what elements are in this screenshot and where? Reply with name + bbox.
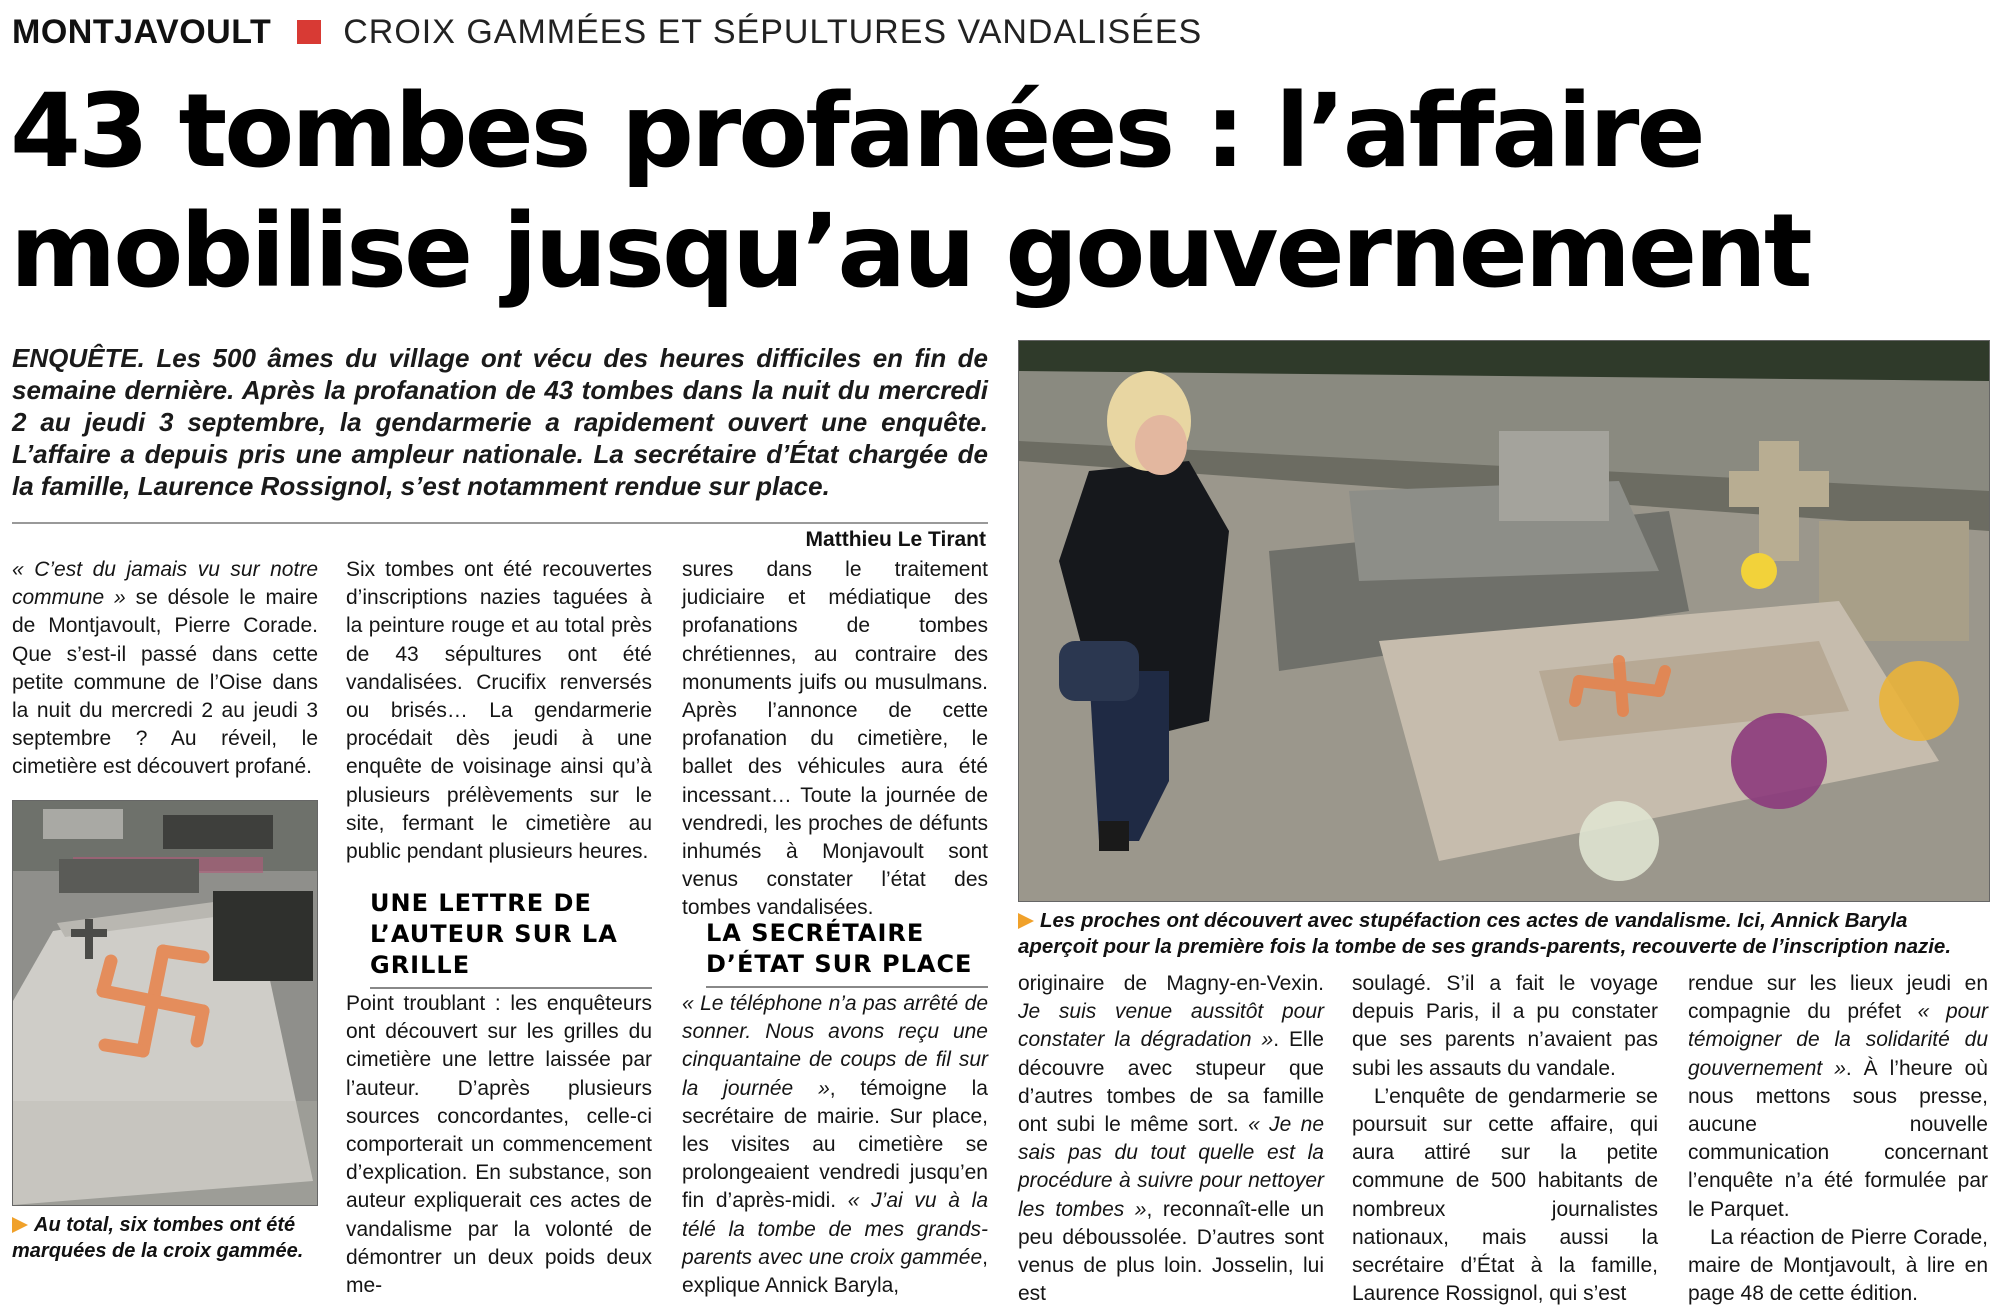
- article-column-6: [1688, 970, 1988, 1308]
- kicker: [12, 8, 1202, 56]
- column-1-text: se désole le maire de Montjavoult, Pierre Corade. Que s’est-il passé dans cette petite commune de l’Oise dans la nuit du mercredi 2 au jeudi 3 septembre ? Au réveil, le cimetière est découvert profané.: [12, 586, 319, 779]
- photo-annick-baryla: [1018, 340, 1990, 902]
- caption-large-photo: [1018, 908, 1988, 960]
- mayor-quote: « C’est du jamais vu sur notre commune »: [12, 558, 318, 610]
- column-2b-paragraph: Point troublant : les enquêteurs ont découvert sur les grilles du cimetière une lettre laissée par l’auteur. D’après plusieurs sources concordantes, celle-ci comporterait un commencement d’explication. En substance, son auteur expliquerait ces actes de vandalisme par la volonté de démontrer un deux poids deux me-: [346, 992, 652, 1298]
- kicker-square-icon: [297, 20, 321, 44]
- column-4-paragraph: [1018, 970, 1324, 1308]
- photo-vandalized-tomb: [12, 800, 318, 1206]
- column-6-paragraph-1: [1688, 970, 1988, 1224]
- column-6-text: rendue sur les lieux jeudi en compagnie du préfet: [1688, 972, 1988, 1024]
- column-3b-text-end: , explique Annick Baryla,: [682, 1245, 988, 1298]
- column-3b-paragraph: [682, 990, 988, 1300]
- column-6-text-end: . À l’heure où nous mettons sous presse, aucune nouvelle communication concernant l’enquête n’a été formulée par le Parquet.: [1688, 1056, 1988, 1221]
- caption-arrow-icon: [12, 1217, 28, 1233]
- secretary-quote: « Le téléphone n’a pas arrêté de sonner. Nous avons reçu une cinquantaine de coups de fil sur la journée »: [682, 992, 988, 1100]
- column-4-text-end: , reconnaît-elle un peu déboussolée. D’autres sont venus de plus loin. Josselin, lui est: [1018, 1197, 1325, 1306]
- column-5-paragraph-1: soulagé. S’il a fait le voyage depuis Paris, il a pu constater que ses parents n’avaient pas subi les assauts du vandale.: [1352, 972, 1658, 1080]
- kicker-topic: CROIX GAMMÉES ET SÉPULTURES VANDALISÉES: [343, 12, 1203, 51]
- column-4-text: originaire de Magny-en-Vexin.: [1018, 972, 1324, 995]
- subhead-letter: UNE LETTRE DE L’AUTEUR SUR LA GRILLE: [370, 888, 652, 989]
- article-column-4: [1018, 970, 1324, 1308]
- baryla-quote-end: Je suis venue aussitôt pour constater la dégradation »: [1018, 1000, 1324, 1052]
- column-3b-text: , témoigne la secrétaire de mairie. Sur place, les visites au cimetière se prolongeaient vendredi jusqu’en fin d’après-midi.: [682, 1076, 988, 1213]
- procedure-quote: « Je ne sais pas du tout quelle est la procédure à suivre pour nettoyer les tombes »: [1018, 1113, 1325, 1221]
- column-6-paragraph-2: La réaction de Pierre Corade, maire de Montjavoult, à lire en page 48 de cette édition.: [1688, 1225, 1988, 1306]
- column-3-paragraph: sures dans le traitement judiciaire et médiatique des profanations de tombes chrétiennes, au contraire des monuments juifs ou musulmans. Après l’annonce de cette profanation du cimetière, le ballet des véhicules aura été incessant… Toute la journée de vendredi, les proches de défunts inhumés à Monjavoult sont venus constater l’état des tombes vandalisées.: [682, 558, 988, 920]
- headline: 43 tombes profanées : l’affaire mobilise jusqu’au gouvernement: [10, 72, 1810, 311]
- column-4-text-mid: . Elle découvre avec stupeur que d’autres tombes de sa famille ont subi le même sort.: [1018, 1028, 1324, 1137]
- article-column-3b: [682, 990, 988, 1300]
- article-column-1: [12, 556, 318, 782]
- article-column-5: [1352, 970, 1658, 1308]
- caption-small-photo: [12, 1212, 318, 1264]
- byline: Matthieu Le Tirant: [805, 528, 986, 551]
- caption-large-text: Les proches ont découvert avec stupéfaction ces actes de vandalisme. Ici, Annick Baryla aperçoit pour la première fois la tombe de ses grands-parents, recouverte de l’inscription nazie.: [1018, 909, 1952, 958]
- lede-divider: [12, 522, 988, 524]
- lede: ENQUÊTE. Les 500 âmes du village ont vécu des heures difficiles en fin de semaine dernière. Après la profanation de 43 tombes dans la nuit du mercredi 2 au jeudi 3 septembre, la gendarmerie a rapidement ouvert une enquête. L’affaire a depuis pris une ampleur nationale. La secrétaire d’État chargée de la famille, Laurence Rossignol, s’est notamment rendue sur place.: [12, 343, 988, 501]
- subhead-secretary: LA SECRÉTAIRE D’ÉTAT SUR PLACE: [706, 918, 988, 988]
- article-column-2: [346, 556, 652, 866]
- column-1-paragraph: [12, 556, 318, 782]
- article-column-3: [682, 556, 988, 923]
- caption-small-text: Au total, six tombes ont été marquées de la croix gammée.: [12, 1214, 304, 1262]
- government-quote: « pour témoigner de la solidarité du gouvernement »: [1688, 1000, 1989, 1080]
- caption-arrow-icon: [1018, 913, 1034, 929]
- kicker-location: MONTJAVOULT: [12, 12, 272, 51]
- column-2-paragraph: Six tombes ont été recouvertes d’inscriptions nazies taguées à la peinture rouge et au total près de 43 sépultures ont été vandalisées. Crucifix renversés ou brisés… La gendarmerie procédait dès jeudi à une enquête de voisinage ainsi qu’à plusieurs prélèvements sur le site, fermant le cimetière au public pendant plusieurs heures.: [346, 558, 652, 864]
- baryla-quote: « J’ai vu à la télé la tombe de mes grands-parents avec une croix gammée: [682, 1189, 988, 1269]
- article-column-2b: [346, 990, 652, 1300]
- column-5-paragraph-2: L’enquête de gendarmerie se poursuit sur cette affaire, qui aura attiré sur la petite commune de 500 habitants de nombreux journalistes nationaux, mais aussi la secrétaire d’État à la famille, Laurence Rossignol, qui s’est: [1352, 1084, 1658, 1306]
